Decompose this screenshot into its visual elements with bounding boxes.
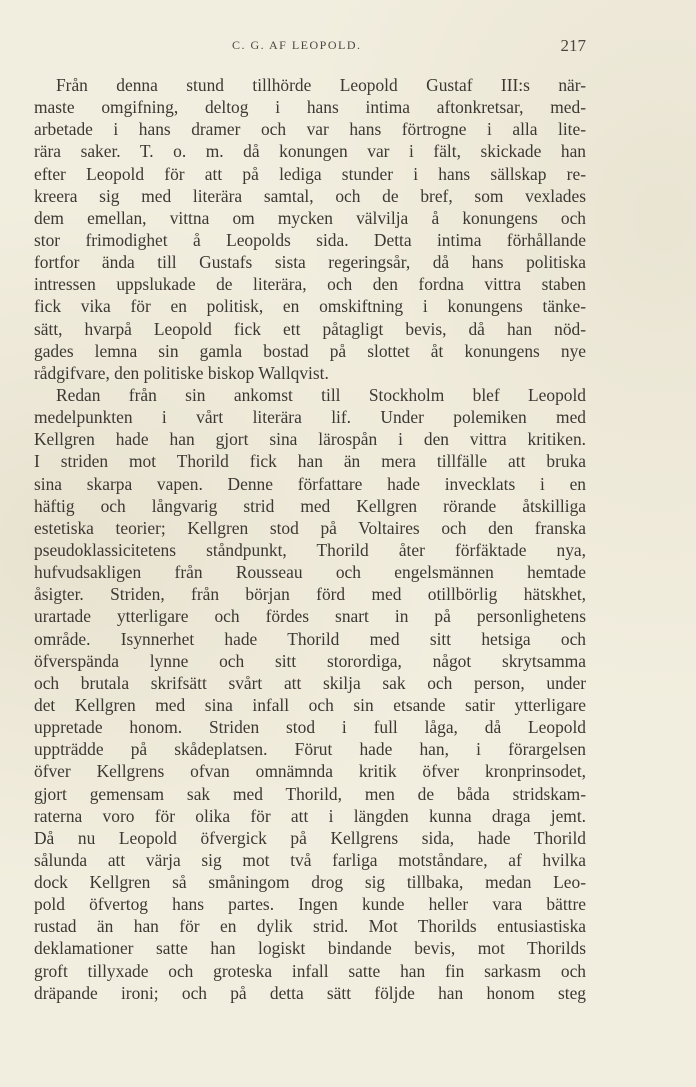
text-line: rustad än han för en dylik strid. Mot Thorilds entusiastiska bbox=[34, 916, 586, 937]
text-line: groft tillyxade och groteska infall satte han fin sarkasm och bbox=[34, 960, 586, 981]
text-line: dem emellan, vittna om mycken välvilja å konungens och bbox=[34, 207, 586, 228]
body-text bbox=[34, 74, 586, 1004]
text-line: pseudoklassicitetens ståndpunkt, Thorild åter förfäktade nya, bbox=[34, 539, 586, 560]
text-line: intressen uppslukade de literära, och den fordna vittra staben bbox=[34, 274, 586, 295]
text-line: sina skarpa vapen. Denne författare hade invecklats i en bbox=[34, 473, 586, 494]
text-line: hufvudsakligen från Rousseau och engelsmännen hemtade bbox=[34, 562, 586, 583]
running-title: C. G. AF LEOPOLD. bbox=[232, 38, 362, 52]
text-line: och brutala skrifsätt svårt att skilja sak och person, under bbox=[34, 672, 586, 693]
text-line: åsigter. Striden, från början förd med otillbörlig hätskhet, bbox=[34, 584, 586, 605]
text-line: urartade ytterligare och fördes snart in på personlighetens bbox=[34, 606, 586, 627]
text-line: fick vika för en politisk, en omskiftning i konungens tänke- bbox=[34, 296, 586, 317]
text-line: öfver Kellgrens ofvan omnämnda kritik öfver kronprinsodet, bbox=[34, 761, 586, 782]
paragraph-2 bbox=[34, 384, 586, 1004]
text-line: kreera sig med literära samtal, och de bref, som vexlades bbox=[34, 185, 586, 206]
text-line: område. Isynnerhet hade Thorild med sitt hetsiga och bbox=[34, 628, 586, 649]
text-line: sätt, hvarpå Leopold fick ett påtagligt bevis, då han nöd- bbox=[34, 318, 586, 339]
text-line: gjort gemensam sak med Thorild, men de båda stridskam- bbox=[34, 783, 586, 804]
running-head bbox=[0, 36, 696, 56]
text-line: sålunda att värja sig mot två farliga motståndare, af hvilka bbox=[34, 849, 586, 870]
text-line: Kellgren hade han gjort sina lärospån i den vittra kritiken. bbox=[34, 429, 586, 450]
text-line: pold öfvertog hans partes. Ingen kunde heller vara bättre bbox=[34, 894, 586, 915]
text-line: I striden mot Thorild fick han än mera tillfälle att bruka bbox=[34, 451, 586, 472]
text-line: efter Leopold för att på lediga stunder i hans sällskap re- bbox=[34, 163, 586, 184]
page-number: 217 bbox=[560, 36, 586, 55]
text-line: dock Kellgren så småningom drog sig tillbaka, medan Leo- bbox=[34, 872, 586, 893]
text-line: stor frimodighet å Leopolds sida. Detta intima förhållande bbox=[34, 229, 586, 250]
text-line: Då nu Leopold öfvergick på Kellgrens sida, hade Thorild bbox=[34, 827, 586, 848]
text-line: raterna voro för olika för att i längden kunna draga jemt. bbox=[34, 805, 586, 826]
text-line: rära saker. T. o. m. då konungen var i fält, skickade han bbox=[34, 141, 586, 162]
text-line: deklamationer satte han logiskt bindande bevis, mot Thorilds bbox=[34, 938, 586, 959]
text-line: Från denna stund tillhörde Leopold Gustaf III:s när- bbox=[56, 75, 586, 95]
paragraph-1 bbox=[34, 74, 586, 384]
text-line: gades lemna sin gamla bostad på slottet åt konungens nye bbox=[34, 340, 586, 361]
text-line: estetiska teorier; Kellgren stod på Voltaires och den franska bbox=[34, 517, 586, 538]
text-line: uppretade honom. Striden stod i full låga, då Leopold bbox=[34, 717, 586, 738]
text-line: maste omgifning, deltog i hans intima aftonkretsar, med- bbox=[34, 97, 586, 118]
text-line: dräpande ironi; och på detta sätt följde han honom steg bbox=[34, 982, 586, 1003]
text-line: häftig och långvarig strid med Kellgren rörande åtskilliga bbox=[34, 495, 586, 516]
text-line: rådgifvare, den politiske biskop Wallqvist. bbox=[34, 362, 329, 383]
text-line: arbetade i hans dramer och var hans förtrogne i alla lite- bbox=[34, 119, 586, 140]
text-line: det Kellgren med sina infall och sin etsande satir ytterligare bbox=[34, 694, 586, 715]
text-line: Redan från sin ankomst till Stockholm blef Leopold bbox=[56, 384, 586, 405]
text-line: medelpunkten i vårt literära lif. Under polemiken med bbox=[34, 407, 586, 428]
text-line: öfverspända lynne och sitt storordiga, något skrytsamma bbox=[34, 650, 586, 671]
text-line: fortfor ända till Gustafs sista regeringsår, då hans politiska bbox=[34, 252, 586, 273]
text-line: uppträdde på skådeplatsen. Förut hade han, i förargelsen bbox=[34, 739, 586, 760]
